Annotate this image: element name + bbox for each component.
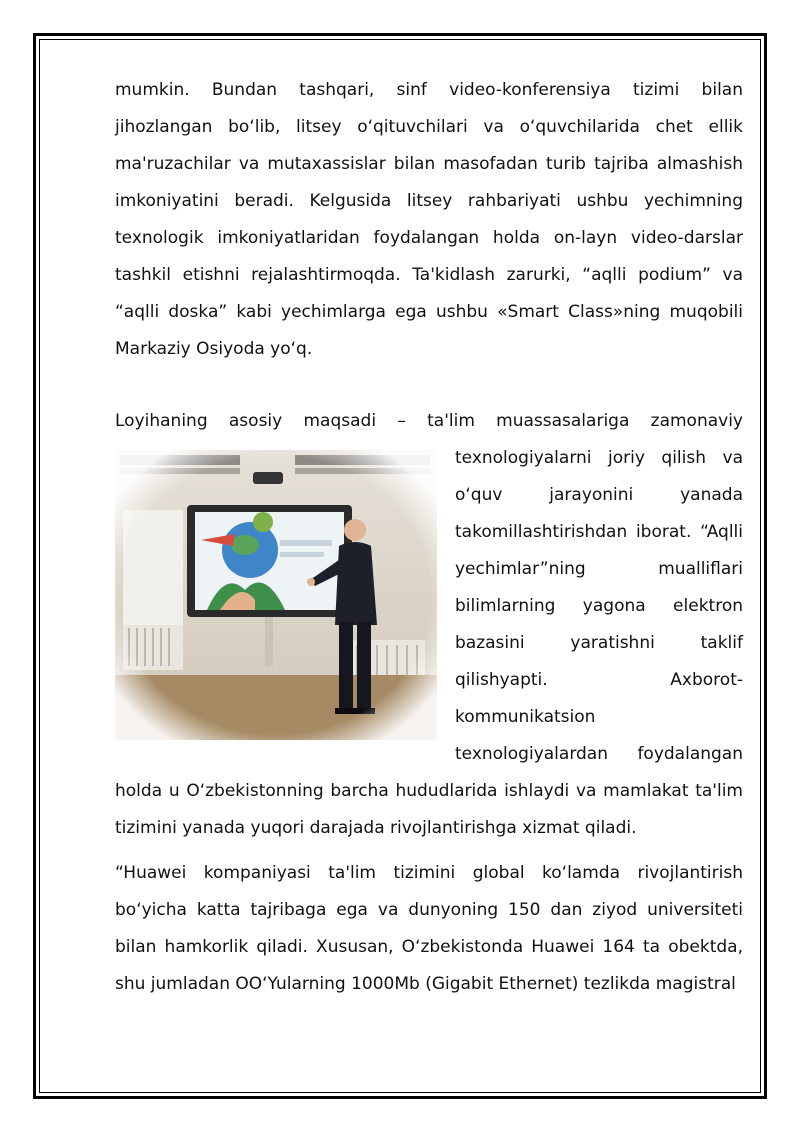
document-body xyxy=(115,72,743,1003)
paragraph-2-lead: Loyihaning asosiy maqsadi – ta'lim muassasalariga zamonaviy xyxy=(115,411,743,431)
paragraph-1: mumkin. Bundan tashqari, sinf video-konferensiya tizimi bilan jihozlangan bo‘lib, litsey o‘qituvchilari va o‘quvchilarida chet ellik ma'ruzachilar va mutaxassislar bilan masofadan turib tajriba almashish imkoniyatini beradi. Kelgusida litsey rahbariyati ushbu yechimning texnologik imkoniyatlaridan foydalangan holda on-layn video-darslar tashkil etishni rejalashtirmoqda. Ta'kidlash zarurki, “aqlli podium” va “aqlli doska” kabi yechimlarga ega ushbu «Smart Class»ning muqobili Markaziy Osiyoda yo‘q. xyxy=(115,80,743,359)
paragraph-3: “Huawei kompaniyasi ta'lim tizimini global ko‘lamda rivojlantirish bo‘yicha katta tajribaga ega va dunyoning 150 dan ziyod universiteti bilan hamkorlik qiladi. Xususan, O‘zbekistonda Huawei 164 ta obektda, shu jumladan OO‘Yularning 1000Mb (Gigabit Ethernet) tezlikda magistral xyxy=(115,863,743,994)
paragraph-2 xyxy=(115,403,743,847)
paragraph-2-rest: texnologiyalarni joriy qilish va o‘quv jarayonini yanada takomillashtirishdan iborat. “Aqlli yechimlar”ning mualliflari bilimlarning yagona elektron bazasini yaratishni taklif qilishyapti. Axborot-kommunikatsion texnologiyalardan foydalangan holda u O‘zbekistonning barcha hududlarida ishlaydi va mamlakat ta'lim tizimini yanada yuqori darajada rivojlantirishga xizmat qiladi. xyxy=(115,448,743,838)
classroom-photo xyxy=(115,450,437,740)
